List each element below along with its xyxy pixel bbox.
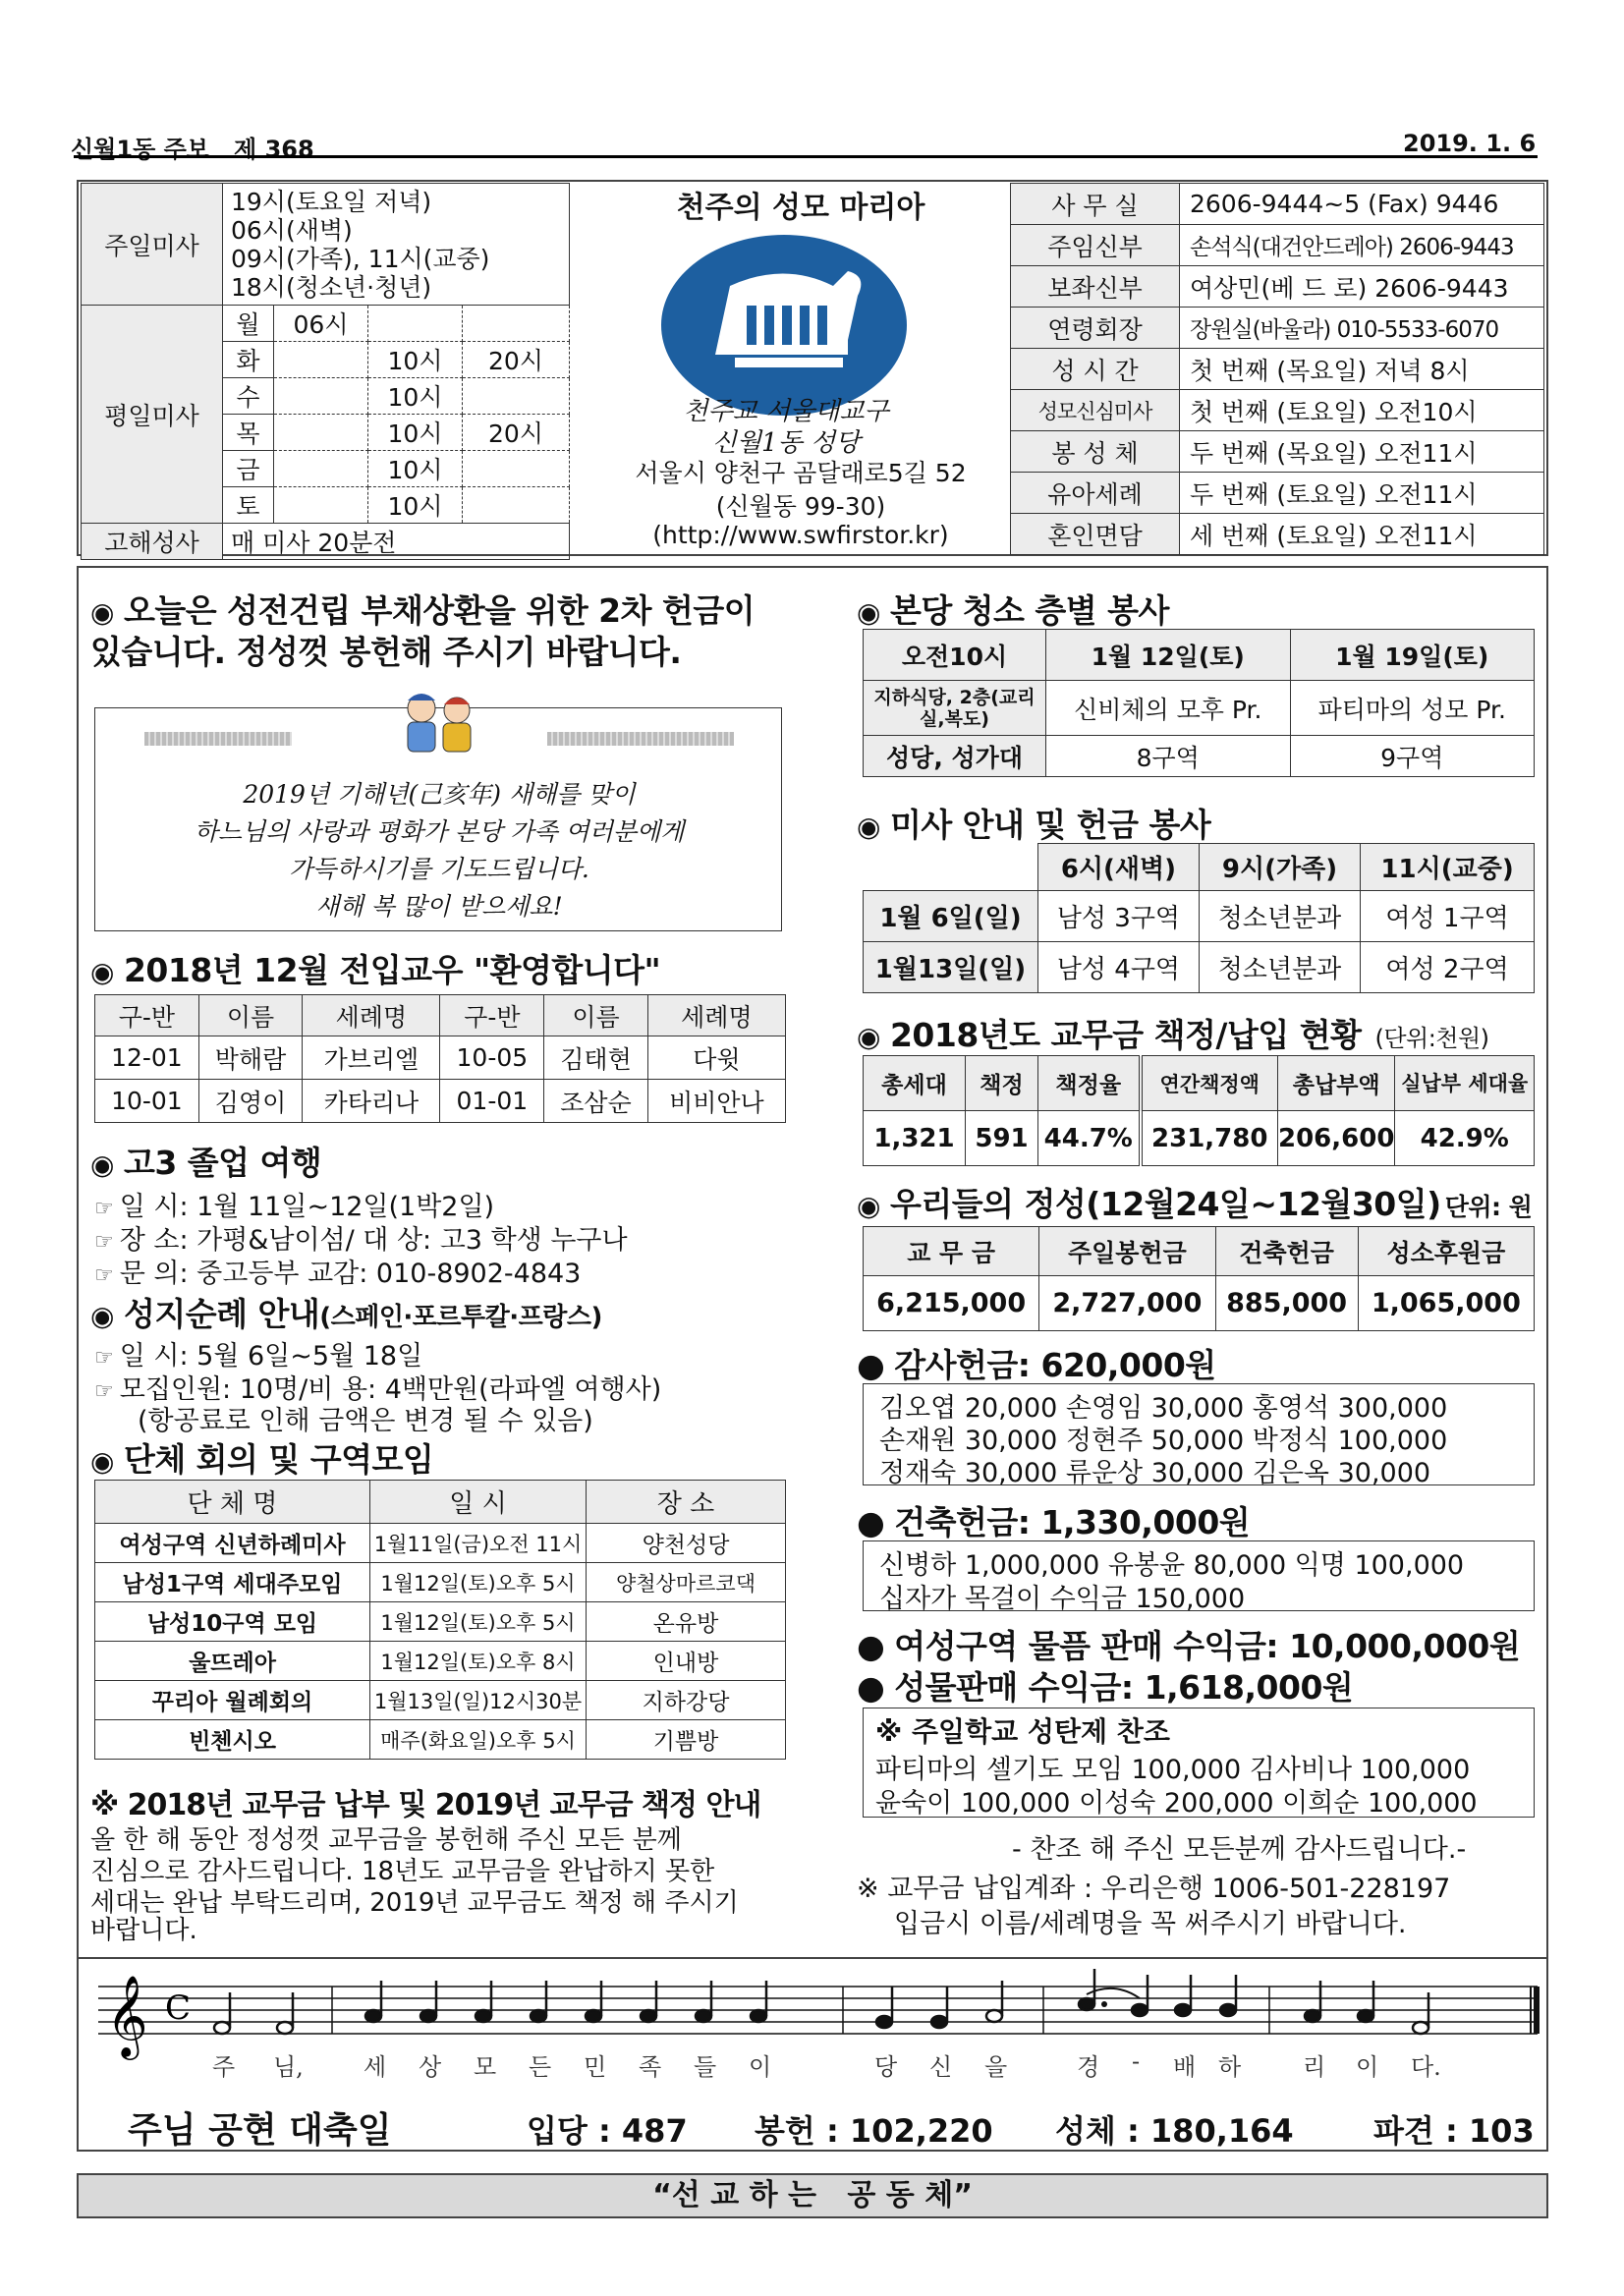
cleaning-header: 1월 19일(토): [1290, 630, 1535, 681]
greeting-box: [94, 707, 782, 931]
tithe-status-value: 206,600: [1278, 1111, 1395, 1166]
weekday-time: 10시: [368, 342, 463, 378]
sunday-mass-times: [223, 184, 570, 306]
office-label: 연령회장: [1011, 308, 1180, 349]
pointing-hand-icon: ☞: [94, 1197, 114, 1221]
pointing-hand-icon: ☞: [94, 1263, 114, 1288]
sales-heading-1: [857, 1621, 1520, 1667]
mass-service-header: 11시(교중): [1361, 844, 1535, 891]
tithe-status-heading: [857, 1010, 1489, 1056]
group-time: 1월12일(토)오후 5시: [370, 1602, 587, 1642]
tithe-notice-line: 올 한 해 동안 정성껏 교무금을 봉헌해 주신 모든 분께: [90, 1825, 682, 1855]
notice-heading-2: 있습니다. 정성껏 봉헌해 주시기 바랍니다.: [90, 633, 682, 671]
welcome-cell: 다윗: [647, 1036, 785, 1080]
welcome-cell: 10-05: [440, 1036, 544, 1080]
welcome-cell: 김태현: [544, 1036, 648, 1080]
thanks-offering-box: [863, 1383, 1535, 1488]
groups-header: 장 소: [587, 1481, 786, 1524]
mass-service-cell: 여성 2구역: [1361, 942, 1535, 993]
weekday-time: [274, 415, 368, 451]
sunday-time-line: 19시(토요일 저녁): [231, 187, 432, 216]
bullet-icon: ◉: [857, 1190, 880, 1222]
lyric-syllable: 상: [419, 2053, 442, 2081]
mass-service-title: 미사 안내 및 헌금 봉사: [889, 806, 1211, 844]
offerings-heading: [857, 1179, 1532, 1225]
group-name: 여성구역 신년하례미사: [95, 1524, 370, 1563]
pilgrimage-recruit-text: 모집인원: 10명/비 용: 4백만원(라파엘 여행사): [119, 1374, 662, 1405]
weekday-time: 10시: [368, 415, 463, 451]
cleaning-group: 9구역: [1290, 736, 1535, 777]
office-value: 2606-9444~5 (Fax) 9446: [1180, 184, 1544, 225]
weekday-day: 수: [223, 378, 274, 415]
dismissal-stat: [1373, 2106, 1535, 2152]
weekday-time: [463, 378, 570, 415]
offerings-value: 885,000: [1215, 1276, 1358, 1331]
greeting-line-3: 가득하시기를 기도드립니다.: [289, 855, 589, 883]
parish-address-old: (신월동 99-30): [715, 492, 886, 521]
office-label: 혼인면담: [1011, 514, 1180, 555]
tithe-status-unit: (단위:천원): [1374, 1025, 1489, 1052]
pointing-hand-icon: ☞: [94, 1230, 114, 1255]
tithe-status-value: 231,780: [1141, 1111, 1278, 1166]
cleaning-title: 본당 청소 층별 봉사: [889, 591, 1169, 630]
tithe-status-header: 연간책정액: [1141, 1056, 1278, 1111]
welcome-table: [94, 994, 786, 1123]
welcome-cell: 12-01: [95, 1036, 199, 1080]
groups-header: 단 체 명: [95, 1481, 370, 1524]
lyric-syllable: 당: [874, 2053, 898, 2081]
greeting-figures-icon: [390, 687, 488, 756]
welcome-header: 이름: [544, 995, 648, 1036]
pilgrimage-heading: [90, 1289, 602, 1335]
group-name: 빈첸시오: [95, 1720, 370, 1760]
welcome-cell: 가브리엘: [303, 1036, 440, 1080]
welcome-header: 세례명: [647, 995, 785, 1036]
confession-value: 매 미사 20분전: [223, 524, 570, 560]
pointing-hand-icon: ☞: [94, 1379, 114, 1404]
office-label: 성 시 간: [1011, 349, 1180, 390]
greeting-border-right: [547, 732, 734, 746]
welcome-header: 이름: [198, 995, 303, 1036]
offerings-title: 우리들의 정성(12월24일~12월30일): [889, 1185, 1441, 1223]
grad-trip-contact-text: 문 의: 중고등부 교감: 010-8902-4843: [119, 1259, 582, 1289]
bulletin-number: 신월1동 주보 제 368: [71, 136, 314, 163]
weekday-time: [274, 342, 368, 378]
lyric-syllable: 민: [584, 2053, 607, 2081]
account-line-1: ※ 교무금 납입계좌 : 우리은행 1006-501-228197: [857, 1874, 1451, 1904]
weekday-time: 10시: [368, 487, 463, 524]
welcome-cell: 조삼순: [544, 1080, 648, 1123]
bullet-icon: ◉: [90, 1445, 114, 1478]
group-time: 1월11일(금)오전 11시: [370, 1524, 587, 1563]
group-name: 남성1구역 세대주모임: [95, 1563, 370, 1602]
weekday-time: [463, 306, 570, 342]
sales-2: 성물판매 수익금: 1,618,000원: [894, 1668, 1354, 1707]
offerings-header: 성소후원금: [1358, 1227, 1534, 1276]
tithe-status-header: 책정율: [1038, 1056, 1141, 1111]
office-label: 유아세례: [1011, 473, 1180, 514]
group-place: 기쁨방: [587, 1720, 786, 1760]
office-value: 세 번째 (토요일) 오전11시: [1180, 514, 1544, 555]
weekday-time: [274, 378, 368, 415]
lyric-syllable: 세: [364, 2053, 387, 2081]
welcome-heading: [90, 945, 660, 991]
group-name: 울뜨레아: [95, 1642, 370, 1681]
mass-schedule-table: [81, 183, 570, 560]
bullet-icon: ◉: [90, 1300, 114, 1332]
weekday-day: 금: [223, 451, 274, 487]
sponsor-title: ※ 주일학교 성탄제 찬조: [875, 1715, 1170, 1748]
bullet-icon: ●: [857, 1627, 885, 1665]
sunday-mass-label: 주일미사: [82, 184, 223, 306]
group-time: 1월12일(토)오후 5시: [370, 1563, 587, 1602]
welcome-cell: 박해람: [198, 1036, 303, 1080]
welcome-cell: 01-01: [440, 1080, 544, 1123]
group-place: 지하강당: [587, 1681, 786, 1720]
mass-service-cell: 청소년분과: [1199, 891, 1360, 942]
welcome-header: 구-반: [440, 995, 544, 1036]
thanks-line: 김오엽 20,000 손영임 30,000 홍영석 300,000: [879, 1393, 1448, 1424]
office-value: 첫 번째 (토요일) 오전10시: [1180, 390, 1544, 431]
attendance-label: 입당 :: [527, 2112, 622, 2150]
mass-service-header: [864, 844, 1038, 891]
tithe-notice-line: 바랍니다.: [90, 1916, 197, 1945]
weekday-day: 목: [223, 415, 274, 451]
pilgrimage-title: 성지순례 안내: [123, 1295, 320, 1333]
mass-service-date: 1월13일(일): [864, 942, 1038, 993]
tithe-status-header: 실납부 세대율: [1395, 1056, 1535, 1111]
lyric-syllable: 하: [1218, 2053, 1242, 2081]
logo-caption-2: 신월1동 성당: [711, 428, 861, 458]
building-offering-heading: [857, 1497, 1250, 1543]
lyric-syllable: 을: [984, 2053, 1008, 2081]
welcome-header: 세례명: [303, 995, 440, 1036]
tithe-notice-line: 진심으로 감사드립니다. 18년도 교무금을 완납하지 못한: [90, 1857, 715, 1886]
office-label: 사 무 실: [1011, 184, 1180, 225]
groups-heading: [90, 1434, 433, 1481]
groups-header: 일 시: [370, 1481, 587, 1524]
weekday-time: 20시: [463, 342, 570, 378]
office-label: 주임신부: [1011, 225, 1180, 266]
notice-line: 오늘은 성전건립 부채상환을 위한 2차 헌금이: [123, 591, 756, 630]
offerings-value: 6,215,000: [864, 1276, 1039, 1331]
communion-value: 180,164: [1149, 2112, 1294, 2150]
group-time: 1월12일(토)오후 8시: [370, 1642, 587, 1681]
lyric-syllable: -: [1132, 2047, 1141, 2075]
office-value: 여상민(베 드 로) 2606-9443: [1180, 266, 1544, 308]
pointing-hand-icon: ☞: [94, 1346, 114, 1371]
group-place: 온유방: [587, 1602, 786, 1642]
account-line-2: 입금시 이름/세례명을 꼭 써주시기 바랍니다.: [894, 1909, 1407, 1939]
lyric-syllable: 이: [749, 2053, 772, 2081]
bullet-icon: ●: [857, 1346, 885, 1384]
cleaning-table: [863, 629, 1535, 777]
tithe-notice-line: 세대는 완납 부탁드리며, 2019년 교무금도 책정 해 주시기: [90, 1888, 739, 1918]
tithe-status-value: 591: [966, 1111, 1038, 1166]
parish-website[interactable]: (http://www.swfirstor.kr): [652, 521, 949, 549]
group-place: 양천성당: [587, 1524, 786, 1563]
thanks-offering-heading: [857, 1340, 1216, 1386]
cleaning-header: 오전10시: [864, 630, 1046, 681]
weekday-time: [274, 451, 368, 487]
offerings-header: 주일봉헌금: [1039, 1227, 1215, 1276]
bullet-icon: ◉: [857, 811, 880, 843]
grad-trip-place-text: 장 소: 가평&남이섬/ 대 상: 고3 학생 누구나: [119, 1225, 628, 1256]
lyric-syllable: 이: [1356, 2053, 1379, 2081]
time-signature: C: [165, 1988, 192, 2028]
group-place: 양철상마르코댁: [587, 1563, 786, 1602]
lyric-syllable: 든: [529, 2053, 552, 2081]
weekday-time: [368, 306, 463, 342]
cleaning-group: 8구역: [1046, 736, 1291, 777]
bullet-icon: ◉: [90, 1148, 114, 1181]
lyric-syllable: 들: [694, 2053, 717, 2081]
feast-title: 주님 공현 대축일: [128, 2110, 392, 2151]
communion-label: 성체 :: [1055, 2112, 1150, 2150]
office-value: 첫 번째 (목요일) 저녁 8시: [1180, 349, 1544, 390]
thanks-all: - 찬조 해 주신 모든분께 감사드립니다.-: [1012, 1834, 1467, 1865]
thanks-offering-title: 감사헌금: 620,000원: [894, 1346, 1216, 1384]
weekday-day: 화: [223, 342, 274, 378]
offering-value: 102,220: [849, 2112, 993, 2150]
lyric-syllable: 다.: [1411, 2053, 1441, 2081]
communion-stat: [1055, 2106, 1294, 2152]
bullet-icon: ●: [857, 1503, 885, 1541]
lyric-syllable: 모: [474, 2053, 497, 2081]
dismissal-value: 103: [1468, 2112, 1535, 2150]
dismissal-label: 파견 :: [1373, 2112, 1469, 2150]
grad-trip-date-text: 일 시: 1월 11일~12일(1박2일): [119, 1192, 495, 1222]
office-label: 보좌신부: [1011, 266, 1180, 308]
lyric-syllable: 경: [1077, 2053, 1100, 2081]
attendance-stat: [527, 2106, 688, 2152]
cleaning-group: 파티마의 성모 Pr.: [1290, 681, 1535, 736]
lyric-syllable: 배: [1173, 2053, 1197, 2081]
mass-service-cell: 남성 3구역: [1038, 891, 1200, 942]
sponsor-box: [863, 1708, 1535, 1818]
office-value: 두 번째 (토요일) 오전11시: [1180, 473, 1544, 514]
weekday-time: [463, 487, 570, 524]
group-time: 매주(화요일)오후 5시: [370, 1720, 587, 1760]
cleaning-area: 성당, 성가대: [864, 736, 1046, 777]
mass-service-header: 6시(새벽): [1038, 844, 1200, 891]
treble-clef-icon: 𝄞: [106, 1974, 148, 2056]
bullet-icon: ◉: [90, 596, 114, 629]
lyric-syllable: 신: [929, 2053, 953, 2081]
offerings-unit: 단위: 원: [1444, 1193, 1533, 1221]
welcome-header: 구-반: [95, 995, 199, 1036]
bulletin-date: 2019. 1. 6: [1403, 130, 1537, 157]
welcome-cell: 카타리나: [303, 1080, 440, 1123]
groups-title: 단체 회의 및 구역모임: [123, 1440, 434, 1479]
mass-service-header: 9시(가족): [1199, 844, 1360, 891]
tithe-status-header: 총세대: [864, 1056, 966, 1111]
bullet-icon: ●: [857, 1668, 885, 1707]
bullet-icon: ◉: [90, 956, 114, 988]
office-info-table: [1010, 183, 1544, 555]
welcome-cell: 비비안나: [647, 1080, 785, 1123]
weekday-time: [274, 487, 368, 524]
tithe-status-value: 44.7%: [1038, 1111, 1141, 1166]
tithe-status-value: 1,321: [864, 1111, 966, 1166]
grad-trip-title: 고3 졸업 여행: [123, 1144, 322, 1182]
confession-label: 고해성사: [82, 524, 223, 560]
cleaning-heading: [857, 586, 1169, 632]
tithe-status-header: 책정: [966, 1056, 1038, 1111]
office-value: 손석식(대건안드레아) 2606-9443: [1180, 225, 1544, 266]
tithe-status-table: [863, 1055, 1535, 1166]
weekday-time: [463, 451, 570, 487]
weekday-time: 20시: [463, 415, 570, 451]
lyric-syllable: 주: [212, 2053, 236, 2081]
cleaning-group: 신비체의 모후 Pr.: [1046, 681, 1291, 736]
offerings-value: 1,065,000: [1358, 1276, 1534, 1331]
sunday-time-line: 18시(청소년·청년): [231, 272, 432, 302]
weekday-time: 10시: [368, 451, 463, 487]
offerings-header: 교 무 금: [864, 1227, 1039, 1276]
tithe-status-title: 2018년도 교무금 책정/납입 현황: [889, 1016, 1362, 1054]
mass-service-date: 1월 6일(일): [864, 891, 1038, 942]
weekday-time: 10시: [368, 378, 463, 415]
bullet-icon: ◉: [857, 596, 880, 629]
motto-bar: “선 교 하 는 공 동 체”: [77, 2173, 1548, 2218]
group-place: 인내방: [587, 1642, 786, 1681]
offerings-table: [863, 1226, 1535, 1331]
building-line: 신병하 1,000,000 유봉윤 80,000 익명 100,000: [879, 1550, 1465, 1581]
thanks-line: 손재원 30,000 정현주 50,000 박정식 100,000: [879, 1426, 1448, 1456]
parish-title: 천주의 성모 마리아: [676, 191, 925, 225]
tithe-status-value: 42.9%: [1395, 1111, 1535, 1166]
group-name: 남성10구역 모임: [95, 1602, 370, 1642]
offerings-header: 건축헌금: [1215, 1227, 1358, 1276]
lyric-syllable: 리: [1303, 2053, 1326, 2081]
groups-table: [94, 1480, 786, 1760]
bullet-icon: ◉: [857, 1021, 880, 1053]
group-time: 1월13일(일)12시30분: [370, 1681, 587, 1720]
sunday-time-line: 06시(새벽): [231, 215, 353, 245]
welcome-cell: 10-01: [95, 1080, 199, 1123]
building-offering-title: 건축헌금: 1,330,000원: [894, 1503, 1251, 1541]
parish-address: 서울시 양천구 곰달래로5길 52: [635, 459, 967, 487]
greeting-line-2: 하느님의 사랑과 평화가 본당 가족 여러분에게: [194, 817, 685, 846]
offerings-value: 2,727,000: [1039, 1276, 1215, 1331]
tithe-notice-title: ※ 2018년 교무금 납부 및 2019년 교무금 책정 안내: [90, 1788, 761, 1822]
offering-stat: [755, 2106, 993, 2152]
mass-service-cell: 남성 4구역: [1038, 942, 1200, 993]
greeting-line-4: 새해 복 많이 받으세요!: [315, 892, 563, 921]
mass-service-cell: 청소년분과: [1199, 942, 1360, 993]
weekday-day: 토: [223, 487, 274, 524]
sales-heading-2: [857, 1662, 1353, 1708]
mass-service-cell: 여성 1구역: [1361, 891, 1535, 942]
weekday-time: 06시: [274, 306, 368, 342]
sponsor-line: 파티마의 셀기도 모임 100,000 김사비나 100,000: [875, 1755, 1471, 1785]
cleaning-header: 1월 12일(토): [1046, 630, 1291, 681]
office-value: 두 번째 (목요일) 오전11시: [1180, 431, 1544, 473]
thanks-line: 정재숙 30,000 류운상 30,000 김은옥 30,000: [879, 1458, 1431, 1488]
office-label: 성모신심미사: [1011, 390, 1180, 431]
group-name: 꾸리아 월례회의: [95, 1681, 370, 1720]
header-rule: [74, 155, 1538, 158]
welcome-cell: 김영이: [198, 1080, 303, 1123]
lyric-syllable: 님,: [273, 2053, 304, 2081]
greeting-line-1: 2019년 기해년(己亥年) 새해를 맞이: [243, 780, 636, 809]
cleaning-area: 지하식당, 2층(교리실,복도): [864, 681, 1046, 736]
weekday-day: 월: [223, 306, 274, 342]
sponsor-line: 윤숙이 100,000 이성숙 200,000 이희순 100,000: [875, 1788, 1478, 1819]
offering-label: 봉헌 :: [755, 2112, 850, 2150]
grad-trip-heading: [90, 1138, 321, 1184]
building-offering-box: [863, 1540, 1535, 1614]
greeting-border-left: [144, 732, 292, 746]
sales-1: 여성구역 물픔 판매 수익금: 10,000,000원: [894, 1627, 1521, 1665]
sunday-time-line: 09시(가족), 11시(교중): [231, 244, 490, 273]
grad-trip-contact: [94, 1252, 581, 1290]
logo-caption-1: 천주교 서울대교구: [683, 397, 889, 426]
mass-service-table: [863, 843, 1535, 993]
mass-service-heading: [857, 800, 1210, 846]
welcome-title: 2018년 12월 전입교우 "환영합니다": [123, 951, 661, 989]
attendance-value: 487: [621, 2112, 688, 2150]
office-value: 장원실(바울라) 010-5533-6070: [1180, 308, 1544, 349]
lyric-syllable: 족: [639, 2053, 662, 2081]
pilgrimage-date-text: 일 시: 5월 6일~5월 18일: [119, 1341, 423, 1372]
building-line: 십자가 목걸이 수익금 150,000: [879, 1584, 1246, 1614]
weekday-mass-label: 평일미사: [82, 306, 223, 524]
office-label: 봉 성 체: [1011, 431, 1180, 473]
pilgrimage-subtitle: (스페인·포르투칼·프랑스): [319, 1303, 602, 1332]
tithe-status-header: 총납부액: [1278, 1056, 1395, 1111]
notice-heading: [90, 586, 755, 632]
pilgrimage-note: (항공료로 인해 금액은 변경 될 수 있음): [138, 1406, 593, 1436]
